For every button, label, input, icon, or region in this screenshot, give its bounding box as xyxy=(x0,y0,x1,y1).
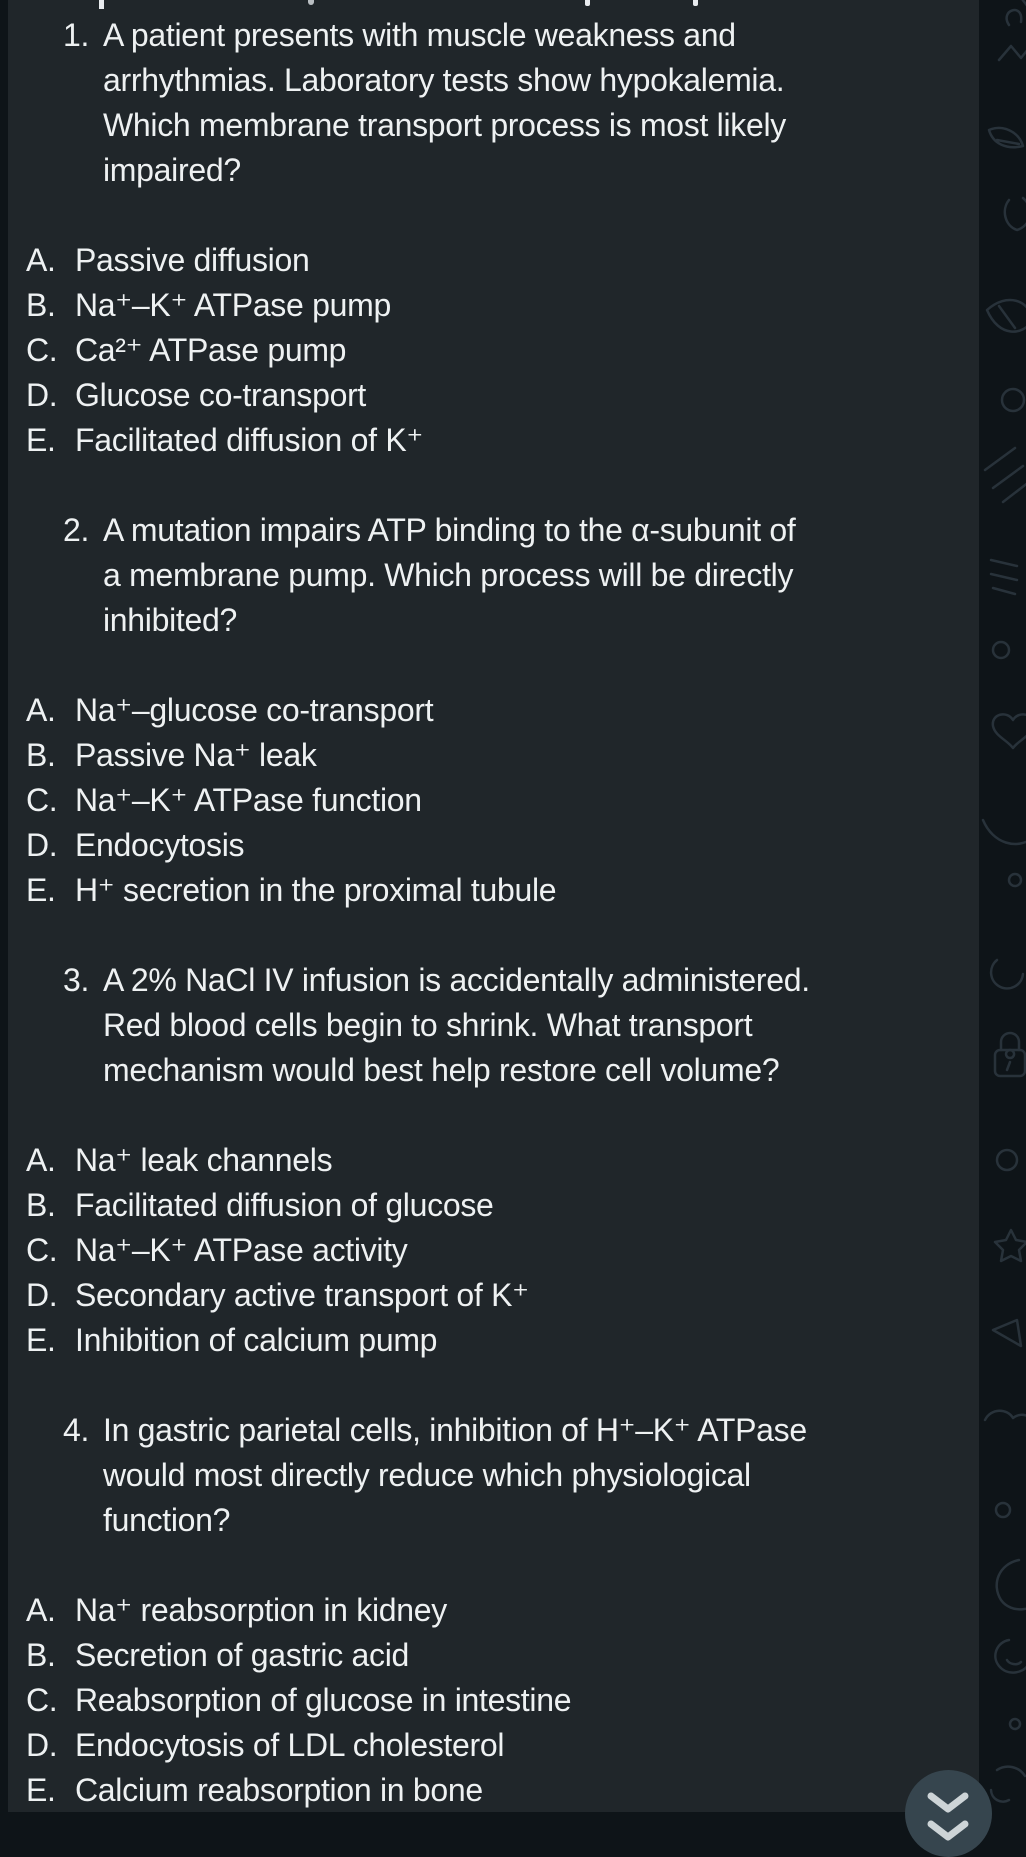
option-text: Na⁺–K⁺ ATPase pump xyxy=(75,287,391,323)
option-text: Facilitated diffusion of K⁺ xyxy=(75,422,423,458)
option-e xyxy=(8,868,979,913)
chevron-double-down-icon xyxy=(905,1770,992,1857)
option-text: Endocytosis of LDL cholesterol xyxy=(75,1727,505,1763)
question-1-options xyxy=(8,238,979,463)
option-b xyxy=(8,1633,979,1678)
option-letter: A. xyxy=(26,242,56,278)
question-2-line: inhibited? xyxy=(103,602,238,638)
option-text: H⁺ secretion in the proximal tubule xyxy=(75,872,557,908)
option-e xyxy=(8,418,979,463)
question-3-line: Red blood cells begin to shrink. What transport xyxy=(103,1007,753,1043)
option-text: Na⁺–K⁺ ATPase activity xyxy=(75,1232,408,1268)
option-e xyxy=(8,1768,979,1813)
option-a xyxy=(8,1588,979,1633)
question-text: A patient presents with muscle weakness and xyxy=(103,17,736,53)
clipped-text-remnant xyxy=(308,0,314,5)
option-letter: A. xyxy=(26,692,56,728)
question-2-line xyxy=(8,508,979,553)
option-a xyxy=(8,688,979,733)
option-c xyxy=(8,328,979,373)
option-d xyxy=(8,823,979,868)
question-number: 3. xyxy=(63,962,90,998)
scroll-to-bottom-button[interactable] xyxy=(905,1770,992,1857)
question-4-line xyxy=(8,1408,979,1453)
option-text: Ca²⁺ ATPase pump xyxy=(75,332,347,368)
option-letter: D. xyxy=(26,1727,58,1763)
option-text: Passive diffusion xyxy=(75,242,310,278)
question-3-line xyxy=(8,958,979,1003)
chat-wallpaper-strip xyxy=(979,0,1026,1817)
option-b xyxy=(8,1183,979,1228)
question-number: 2. xyxy=(63,512,90,548)
option-letter: E. xyxy=(26,422,56,458)
option-letter: A. xyxy=(26,1592,56,1628)
question-2-options xyxy=(8,688,979,913)
clipped-text-remnant xyxy=(99,0,104,9)
question-3 xyxy=(8,958,979,1093)
option-letter: C. xyxy=(26,782,58,818)
option-letter: D. xyxy=(26,827,58,863)
option-letter: E. xyxy=(26,872,56,908)
question-1 xyxy=(8,13,979,193)
question-1-line xyxy=(8,13,979,58)
question-number: 4. xyxy=(63,1412,90,1448)
option-text: Reabsorption of glucose in intestine xyxy=(75,1682,572,1718)
question-2-line: a membrane pump. Which process will be directly xyxy=(103,557,794,593)
option-b xyxy=(8,733,979,778)
option-e xyxy=(8,1318,979,1363)
option-letter: C. xyxy=(26,332,58,368)
option-letter: D. xyxy=(26,1277,58,1313)
question-2 xyxy=(8,508,979,643)
clipped-text-remnant xyxy=(693,0,698,6)
option-d xyxy=(8,373,979,418)
option-d xyxy=(8,1273,979,1318)
quiz-image[interactable] xyxy=(8,0,979,1812)
option-b xyxy=(8,283,979,328)
option-letter: B. xyxy=(26,1187,56,1223)
question-4-options xyxy=(8,1588,979,1813)
clipped-text-remnant xyxy=(585,0,590,6)
option-letter: E. xyxy=(26,1772,56,1808)
option-c xyxy=(8,1678,979,1723)
question-1-line: Which membrane transport process is most likely xyxy=(103,107,787,143)
question-1-line: arrhythmias. Laboratory tests show hypokalemia. xyxy=(103,62,785,98)
question-4 xyxy=(8,1408,979,1543)
option-text: Calcium reabsorption in bone xyxy=(75,1772,483,1808)
option-c xyxy=(8,1228,979,1273)
option-text: Facilitated diffusion of glucose xyxy=(75,1187,494,1223)
option-d xyxy=(8,1723,979,1768)
option-a xyxy=(8,1138,979,1183)
option-letter: E. xyxy=(26,1322,56,1358)
option-text: Na⁺–K⁺ ATPase function xyxy=(75,782,422,818)
option-letter: C. xyxy=(26,1232,58,1268)
question-text: In gastric parietal cells, inhibition of H⁺–K⁺ ATPase xyxy=(103,1412,807,1448)
option-text: Na⁺–glucose co-transport xyxy=(75,692,434,728)
option-text: Secretion of gastric acid xyxy=(75,1637,410,1673)
option-text: Na⁺ leak channels xyxy=(75,1142,333,1178)
option-text: Na⁺ reabsorption in kidney xyxy=(75,1592,447,1628)
option-c xyxy=(8,778,979,823)
wallpaper-doodles xyxy=(979,0,1026,1817)
option-letter: C. xyxy=(26,1682,58,1718)
question-text: A mutation impairs ATP binding to the α-subunit of xyxy=(103,512,796,548)
question-number: 1. xyxy=(63,17,90,53)
question-3-line: mechanism would best help restore cell volume? xyxy=(103,1052,780,1088)
option-letter: B. xyxy=(26,287,56,323)
option-letter: D. xyxy=(26,377,58,413)
option-text: Secondary active transport of K⁺ xyxy=(75,1277,529,1313)
option-letter: B. xyxy=(26,1637,56,1673)
question-text: A 2% NaCl IV infusion is accidentally administered. xyxy=(103,962,810,998)
option-a xyxy=(8,238,979,283)
question-3-options xyxy=(8,1138,979,1363)
option-text: Glucose co-transport xyxy=(75,377,367,413)
option-letter: A. xyxy=(26,1142,56,1178)
option-text: Endocytosis xyxy=(75,827,245,863)
question-1-line: impaired? xyxy=(103,152,241,188)
option-text: Passive Na⁺ leak xyxy=(75,737,317,773)
option-text: Inhibition of calcium pump xyxy=(75,1322,438,1358)
option-letter: B. xyxy=(26,737,56,773)
question-4-line: would most directly reduce which physiological xyxy=(103,1457,751,1493)
question-4-line: function? xyxy=(103,1502,231,1538)
